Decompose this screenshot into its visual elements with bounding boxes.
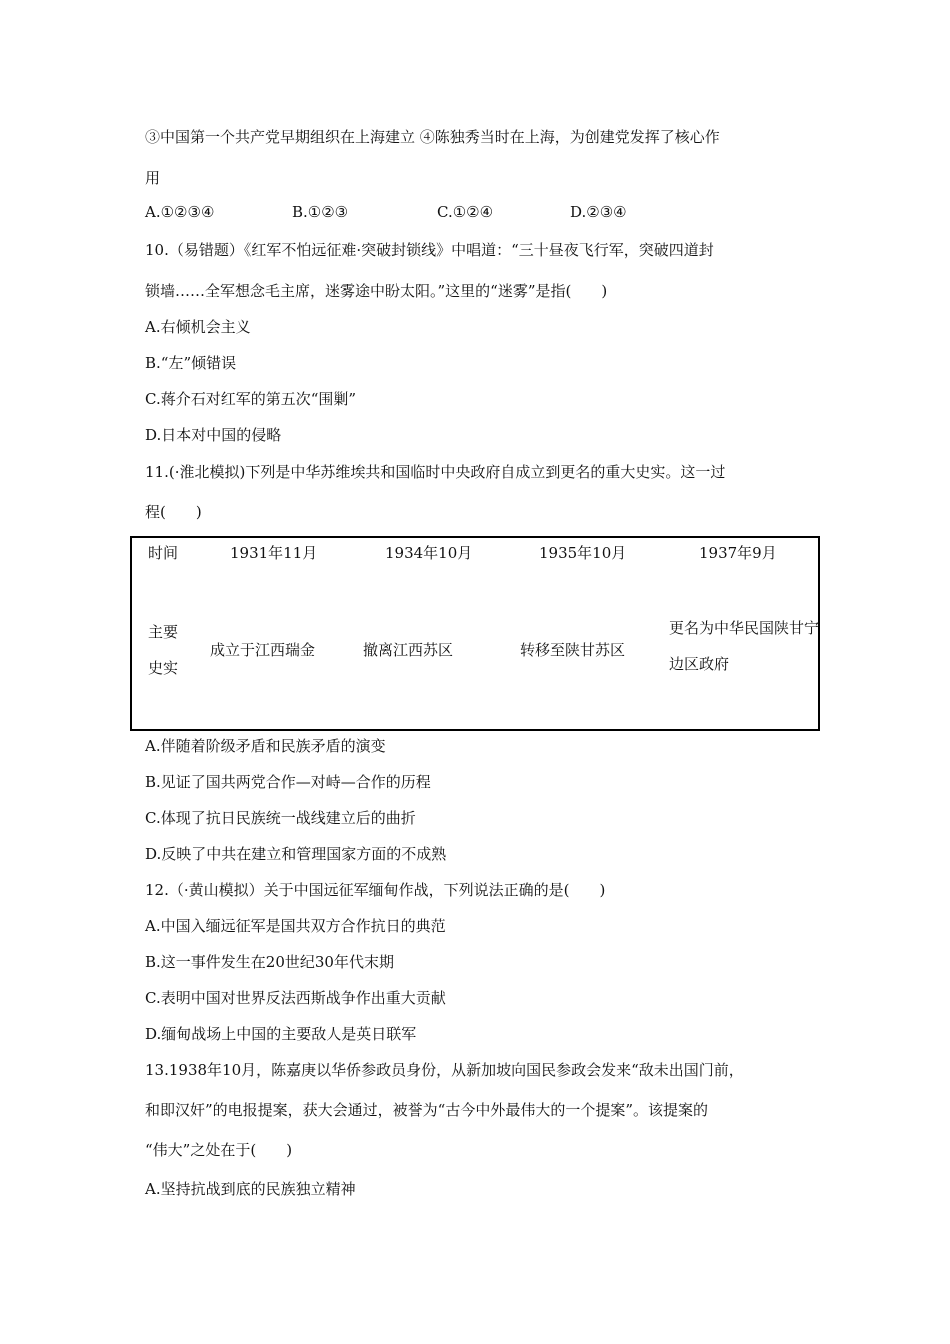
table-header-1935: 1935年10月 (539, 544, 627, 562)
q10-option-d: D.日本对中国的侵略 (145, 426, 282, 444)
q13-stem-line1: 13.1938年10月，陈嘉庚以华侨参政员身份，从新加坡向国民参政会发来“敌未出国门前， (145, 1061, 744, 1079)
q10-option-b: B.“左”倾错误 (145, 354, 237, 372)
q9-options (145, 203, 785, 223)
q11-option-b: B.见证了国共两党合作—对峙—合作的历程 (145, 773, 431, 791)
history-table (130, 536, 820, 731)
table-cell-1931: 成立于江西瑞金 (210, 641, 316, 659)
q11-stem-line2: 程( ) (145, 503, 202, 521)
table-row-label: 主要史实 (148, 623, 179, 677)
q11-option-c: C.体现了抗日民族统一战线建立后的曲折 (145, 809, 416, 827)
q11-option-a: A.伴随着阶级矛盾和民族矛盾的演变 (145, 737, 386, 755)
q12-option-a: A.中国入缅远征军是国共双方合作抗日的典范 (145, 917, 446, 935)
q9-continuation-line1: ③中国第一个共产党早期组织在上海建立 ④陈独秀当时在上海，为创建党发挥了核心作 (145, 128, 720, 146)
q10-stem-line1: 10.（易错题）《红军不怕远征难·突破封锁线》中唱道：“三十昼夜飞行军，突破四道封 (145, 241, 714, 259)
table-header-time: 时间 (148, 544, 179, 562)
q9-continuation-line2: 用 (145, 169, 161, 187)
q12-stem: 12.（·黄山模拟）关于中国远征军缅甸作战，下列说法正确的是( ) (145, 881, 606, 899)
q13-option-a: A.坚持抗战到底的民族独立精神 (145, 1180, 356, 1198)
q13-stem-line2: 和即汉奸”的电报提案，获大会通过，被誉为“古今中外最伟大的一个提案”。该提案的 (145, 1101, 709, 1119)
q9-option-d: D.②③④ (570, 203, 627, 221)
q9-option-a: A.①②③④ (145, 203, 215, 221)
q10-option-a: A.右倾机会主义 (145, 318, 251, 336)
q13-stem-line3: “伟大”之处在于( ) (145, 1141, 293, 1159)
q11-stem-line1: 11.(·淮北模拟)下列是中华苏维埃共和国临时中央政府自成立到更名的重大史实。这一过 (145, 463, 726, 481)
q10-option-c: C.蒋介石对红军的第五次“围剿” (145, 390, 357, 408)
table-cell-1935: 转移至陕甘苏区 (520, 641, 626, 659)
table-cell-1934: 撤离江西苏区 (363, 641, 454, 659)
q12-option-b: B.这一事件发生在20世纪30年代末期 (145, 953, 394, 971)
q11-option-d: D.反映了中共在建立和管理国家方面的不成熟 (145, 845, 447, 863)
table-header-1937: 1937年9月 (699, 544, 777, 562)
q9-option-b: B.①②③ (292, 203, 349, 221)
table-header-1934: 1934年10月 (385, 544, 473, 562)
q12-option-c: C.表明中国对世界反法西斯战争作出重大贡献 (145, 989, 446, 1007)
q12-option-d: D.缅甸战场上中国的主要敌人是英日联军 (145, 1025, 417, 1043)
q9-option-c: C.①②④ (437, 203, 494, 221)
table-cell-1937: 更名为中华民国陕甘宁边区政府 (669, 619, 820, 673)
table-header-1931: 1931年11月 (230, 544, 318, 562)
q10-stem-line2: 锁墙……全军想念毛主席，迷雾途中盼太阳。”这里的“迷雾”是指( ) (145, 282, 608, 300)
